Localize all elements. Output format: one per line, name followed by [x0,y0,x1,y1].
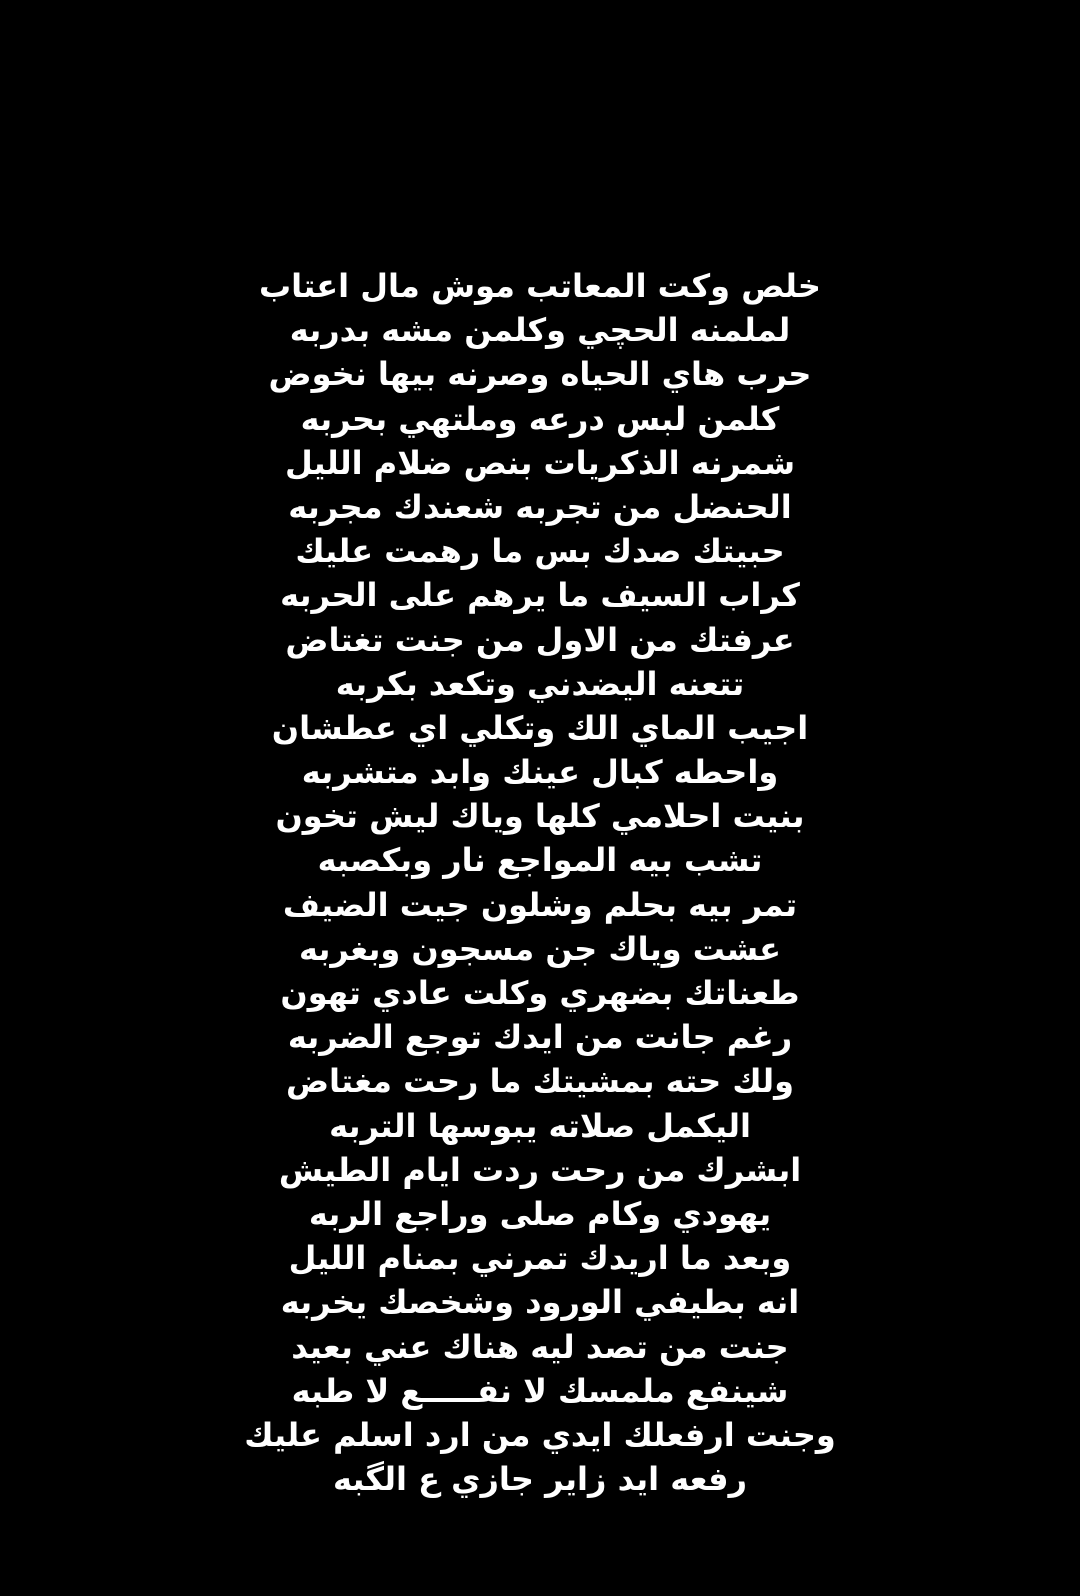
poem-line-22: يهودي وكام صلى وراجع الربه [308,1194,772,1233]
poem-line-19: ولك حته بمشيتك ما رحت مغتاض [285,1062,795,1101]
poem-line-25: جنت من تصد ليه هناك عني بعيد [291,1327,789,1366]
poem-line-5: شمرنه الذكريات بنص ضلام الليل [284,443,796,482]
poem-line-20: اليكمل صلاته يبوسها التربه [329,1106,751,1145]
poem-line-11: اجيب الماي الك وتكلي اي عطشان [271,708,809,747]
poem-line-4: كلمن لبس درعه وملتهي بحربه [300,399,780,438]
poem-line-16: عشت وياك جن مسجون وبغربه [298,929,782,968]
poem-line-17: طعناتك بضهري وكلت عادي تهون [280,974,800,1012]
poem-line-21: ابشرك من رحت ردت ايام الطيش [278,1150,802,1189]
poem-line-10: تتعنه اليضدني وتكعد بكربه [335,664,745,703]
poem-line-15: تمر بيه بحلم وشلون جيت الضيف [282,885,798,924]
poem-line-3: حرب هاي الحياه وصرنه بيها نخوض [268,355,812,394]
poem-line-23: وبعد ما اريدك تمرني بمنام الليل [288,1239,792,1278]
poem-line-2: لملمنه الحچي وكلمن مشه بدربه [289,311,791,350]
poem-line-9: عرفتك من الاول من جنت تغتاض [285,620,795,659]
poem-line-7: حبيتك صدك بس ما رهمت عليك [295,532,785,571]
poem-line-1: خلص وكت المعاتب موش مال اعتاب [259,267,821,305]
poem-text [0,264,1080,1501]
poem-line-13: بنيت احلامي كلها وياك ليش تخون [275,797,805,836]
poem-line-6: الحنضل من تجربه شعندك مجربه [288,487,792,526]
poem-line-14: تشب بيه المواجع نار وبكصبه [317,841,763,880]
poem-line-26: شينفع ملمسك لا نفـــــع لا طبه [291,1371,789,1410]
poem-line-8: كراب السيف ما يرهم على الحربه [280,576,800,615]
poem-line-27: وجنت ارفعلك ايدي من ارد اسلم عليك [244,1415,836,1454]
poem-line-28: رفعه ايد زاير جازي ع الگبه [332,1460,748,1499]
poem-line-24: انه بطيفي الورود وشخصك يخربه [280,1283,800,1322]
poem-line-18: رغم جانت من ايدك توجع الضربه [287,1018,793,1057]
poem-line-12: واحطه كبال عينك وابد متشربه [301,753,779,792]
